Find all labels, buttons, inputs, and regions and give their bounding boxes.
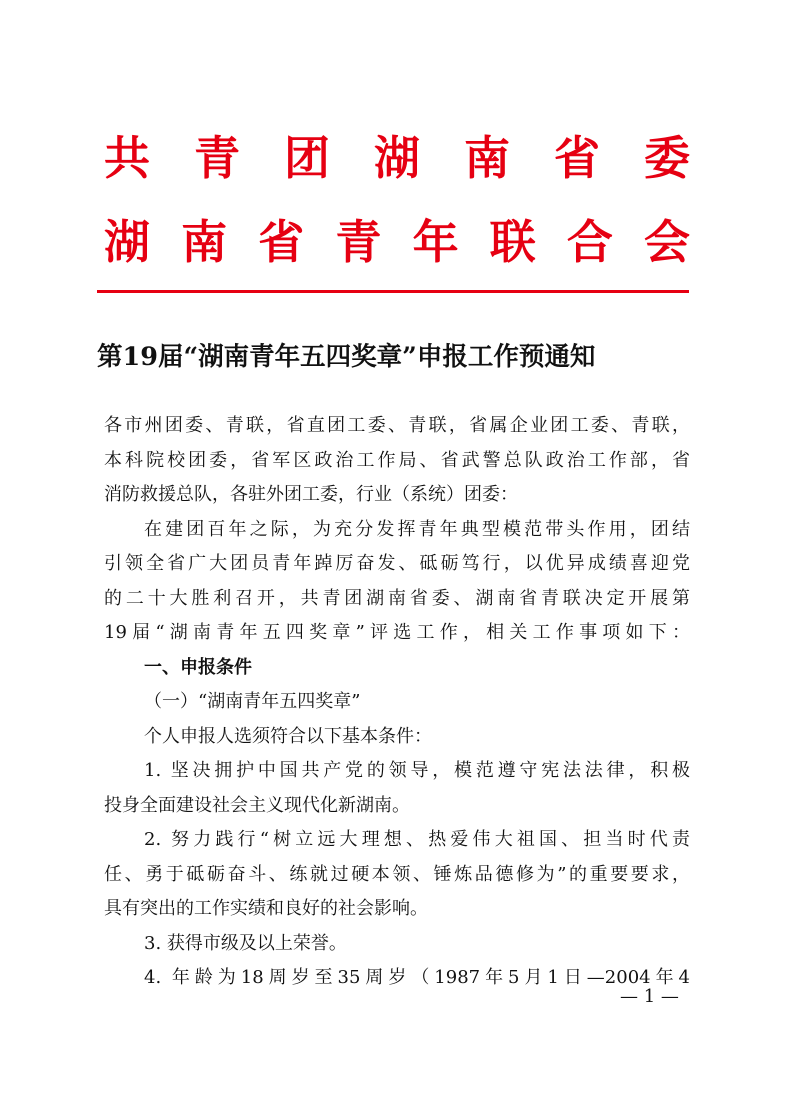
intro-paragraph-line: 的二十大胜利召开，共青团湖南省委、湖南省青联决定开展第 <box>104 587 690 609</box>
condition-item-4: 4. 年龄为18周岁至35周岁（1987年5月1日—2004年4 <box>144 967 690 988</box>
condition-item-3: 3. 获得市级及以上荣誉。 <box>144 932 347 954</box>
condition-intro: 个人申报人选须符合以下基本条件： <box>144 725 432 747</box>
condition-item-2-cont: 任、勇于砥砺奋斗、练就过硬本领、锤炼品德修为”的重要要求， <box>104 863 690 885</box>
section-heading: 一、申报条件 <box>144 656 252 678</box>
condition-item-1: 1. 坚决拥护中国共产党的领导，模范遵守宪法法律，积极 <box>144 760 690 781</box>
addressee-line-2: 本科院校团委，省军区政治工作局、省武警总队政治工作部，省 <box>104 449 690 471</box>
red-divider <box>97 290 689 293</box>
intro-paragraph-line: 在建团百年之际，为充分发挥青年典型模范带头作用，团结 <box>144 518 690 540</box>
intro-paragraph-line: 19届“湖南青年五四奖章”评选工作，相关工作事项如下： <box>104 622 690 643</box>
document-title: 第19届“湖南青年五四奖章”申报工作预通知 <box>97 342 596 372</box>
subsection-heading: （一）“湖南青年五四奖章” <box>144 691 361 712</box>
addressee-line-3: 消防救援总队，各驻外团工委，行业（系统）团委： <box>104 484 518 505</box>
page-number: — 1 — <box>620 986 679 1007</box>
issuer-name-line-2: 湖南省青年联合会 <box>104 215 690 269</box>
intro-paragraph-line: 引领全省广大团员青年踔厉奋发、砥砺笃行，以优异成绩喜迎党 <box>104 553 690 574</box>
document-body <box>104 409 690 996</box>
condition-item-2-cont: 具有突出的工作实绩和良好的社会影响。 <box>104 898 428 919</box>
issuer-name-line-1: 共青团湖南省委 <box>104 131 690 185</box>
condition-item-2: 2. 努力践行“树立远大理想、热爱伟大祖国、担当时代责 <box>144 829 690 850</box>
addressee-line-1: 各市州团委、青联，省直团工委、青联，省属企业团工委、青联， <box>104 415 690 436</box>
condition-item-1-cont: 投身全面建设社会主义现代化新湖南。 <box>104 794 410 816</box>
